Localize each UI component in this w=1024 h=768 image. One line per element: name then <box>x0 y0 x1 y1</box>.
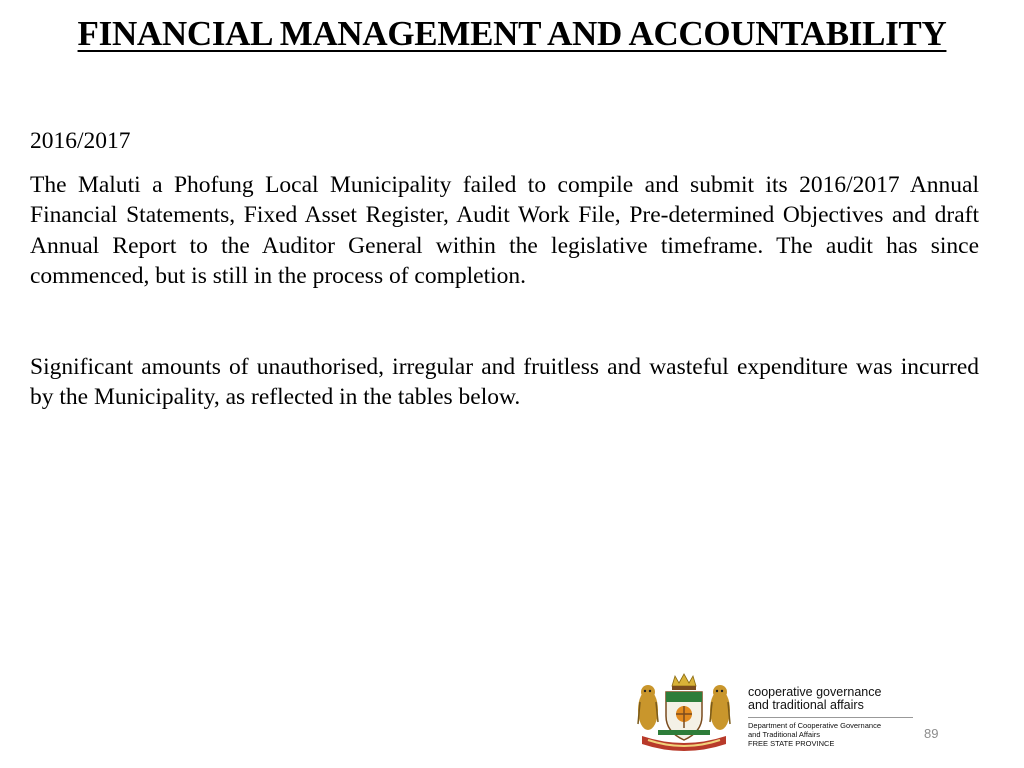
paragraph-audit-status: The Maluti a Phofung Local Municipality failed to compile and submit its 2016/2017 Annual Financial Statements, Fixed Asset Register, Audit Work File, Pre-determined Objectives and draft Annual Report to the Auditor General within the legislative timeframe. The audit has since commenced, but is still in the process of completion. <box>30 171 979 289</box>
department-full-line-2: and Traditional Affairs <box>748 730 820 739</box>
slide-body <box>30 126 979 413</box>
province-label: FREE STATE PROVINCE <box>748 739 835 748</box>
department-line-2: and traditional affairs <box>748 698 864 712</box>
year-heading: 2016/2017 <box>30 128 131 154</box>
department-divider <box>748 717 913 718</box>
department-line-1: cooperative governance <box>748 685 882 699</box>
department-full-line-1: Department of Cooperative Governance <box>748 721 881 730</box>
department-logo <box>628 672 913 757</box>
department-name-block <box>748 686 913 748</box>
slide-title: FINANCIAL MANAGEMENT AND ACCOUNTABILITY <box>77 14 947 53</box>
paragraph-expenditure: Significant amounts of unauthorised, irregular and fruitless and wasteful expenditure was incurred by the Municipality, as reflected in the tables below. <box>30 353 979 410</box>
free-state-coat-of-arms-icon <box>628 672 740 757</box>
page-number: 89 <box>924 726 939 741</box>
